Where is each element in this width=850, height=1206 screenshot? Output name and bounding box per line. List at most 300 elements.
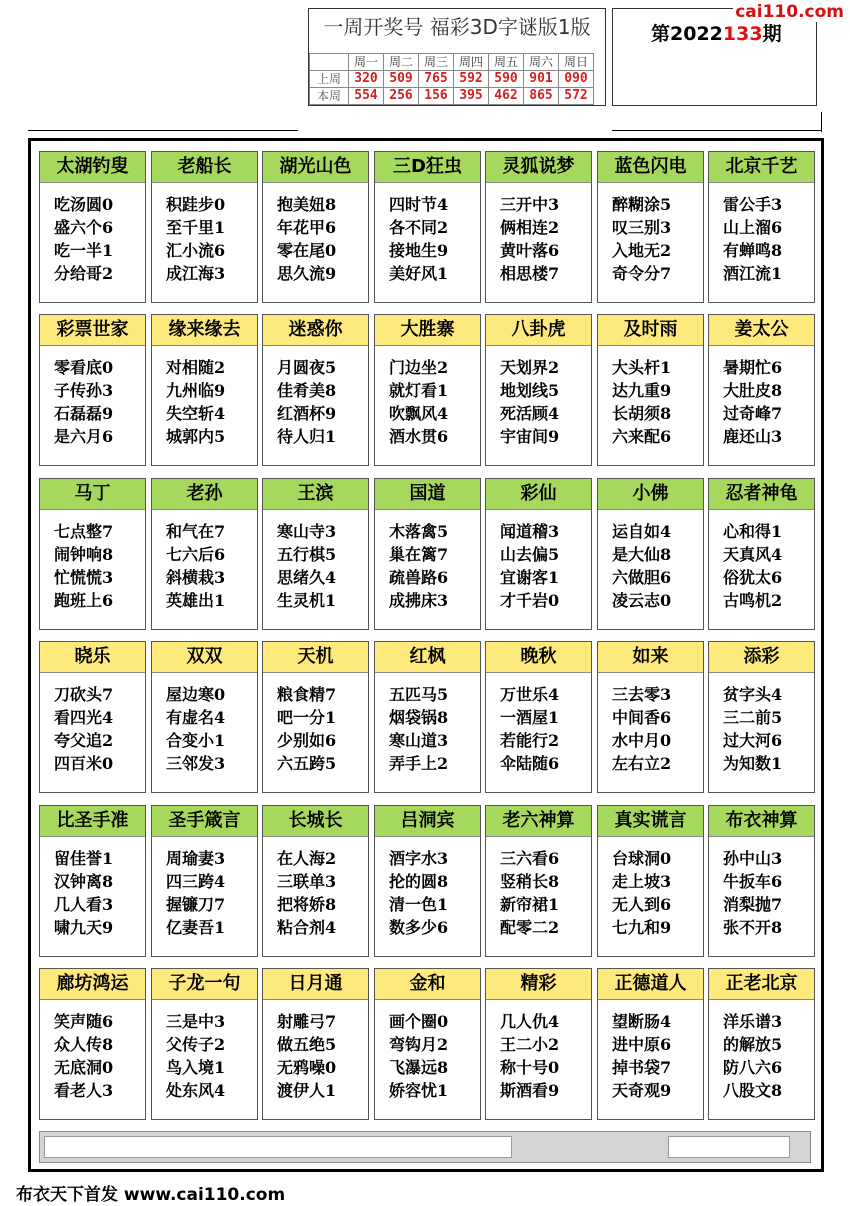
clue-line: 相思楼7 (500, 264, 560, 283)
cell-title: 如来 (598, 642, 703, 673)
draw-number: 901 (524, 71, 559, 88)
clue-line: 的解放5 (723, 1035, 783, 1054)
clue-line: 醉糊涂5 (612, 195, 672, 214)
cell-title: 晚秋 (486, 642, 591, 673)
cell-title: 子龙一句 (152, 969, 257, 1000)
clue-line: 留佳誉1 (54, 849, 114, 868)
clue-line: 配零二2 (500, 918, 560, 937)
cell-title: 廊坊鸿运 (40, 969, 145, 1000)
clue-line: 美好风1 (389, 264, 449, 283)
cell-title: 布衣神算 (709, 806, 814, 837)
clue-line: 生灵机1 (277, 591, 337, 610)
puzzle-cell (262, 805, 369, 957)
puzzle-cell (485, 151, 592, 303)
clue-line: 积跬步0 (166, 195, 226, 214)
cell-title: 小佛 (598, 479, 703, 510)
cell-title: 马丁 (40, 479, 145, 510)
draw-number: 395 (454, 88, 489, 105)
clue-line: 画个圈0 (389, 1012, 449, 1031)
cell-title: 真实谎言 (598, 806, 703, 837)
clue-line: 俩相连2 (500, 218, 560, 237)
clue-line: 地划线5 (500, 381, 560, 400)
clue-line: 王二小2 (500, 1035, 560, 1054)
clue-line: 弯钩月2 (389, 1035, 449, 1054)
clue-line: 零看底0 (54, 358, 114, 377)
clue-line: 走上坡3 (612, 872, 672, 891)
cell-body (486, 1000, 591, 1102)
cell-title: 大胜寨 (375, 315, 480, 346)
clue-line: 宜谢客1 (500, 568, 560, 587)
draw-number: 462 (489, 88, 524, 105)
clue-line: 六做胆6 (612, 568, 672, 587)
cell-title: 北京千艺 (709, 152, 814, 183)
clue-line: 吹飘风4 (389, 404, 449, 423)
clue-line: 至千里1 (166, 218, 226, 237)
clue-line: 父传子2 (166, 1035, 226, 1054)
cell-title: 忍者神龟 (709, 479, 814, 510)
clue-line: 门边坐2 (389, 358, 449, 377)
clue-line: 忙慌慌3 (54, 568, 114, 587)
clue-line: 有蝉鸣8 (723, 241, 783, 260)
cell-body (40, 510, 145, 612)
clue-line: 鹿还山3 (723, 427, 783, 446)
clue-line: 洋乐谱3 (723, 1012, 783, 1031)
puzzle-cell (151, 641, 258, 793)
clue-line: 台球洞0 (612, 849, 672, 868)
clue-line: 子传孙3 (54, 381, 114, 400)
clue-line: 思绪久4 (277, 568, 337, 587)
clue-line: 在人海2 (277, 849, 337, 868)
cell-body (709, 1000, 814, 1102)
cell-title: 国道 (375, 479, 480, 510)
clue-line: 中间香6 (612, 708, 672, 727)
clue-line: 佳肴美8 (277, 381, 337, 400)
cell-body (486, 183, 591, 285)
row-label: 上周 (310, 71, 349, 88)
clue-line: 七九和9 (612, 918, 672, 937)
puzzle-cell (597, 151, 704, 303)
draw-number: 765 (419, 71, 454, 88)
draw-number: 256 (384, 88, 419, 105)
cell-body (598, 346, 703, 448)
footer-box (668, 1136, 790, 1158)
cell-body (40, 183, 145, 285)
cell-body (152, 1000, 257, 1102)
clue-line: 三联单3 (277, 872, 337, 891)
clue-line: 处东风4 (166, 1081, 226, 1100)
cell-title: 红枫 (375, 642, 480, 673)
last-week-row (310, 71, 594, 88)
cell-body (598, 673, 703, 775)
cell-body (40, 1000, 145, 1102)
clue-line: 叹三别3 (612, 218, 672, 237)
clue-line: 石磊磊9 (54, 404, 114, 423)
draw-number: 865 (524, 88, 559, 105)
clue-line: 跑班上6 (54, 591, 114, 610)
footer-box (44, 1136, 512, 1158)
cell-title: 三D狂虫 (375, 152, 480, 183)
clue-line: 啸九天9 (54, 918, 114, 937)
bottom-text: 布衣天下首发 www.cai110.com (16, 1185, 286, 1205)
draw-number: 090 (559, 71, 594, 88)
clue-line: 三六看6 (500, 849, 560, 868)
cell-title: 灵狐说梦 (486, 152, 591, 183)
clue-line: 做五绝5 (277, 1035, 337, 1054)
clue-line: 达九重9 (612, 381, 672, 400)
cell-title: 正德道人 (598, 969, 703, 1000)
cell-title: 正老北京 (709, 969, 814, 1000)
clue-line: 是大仙8 (612, 545, 672, 564)
cell-body (152, 510, 257, 612)
cell-body (263, 183, 368, 285)
puzzle-cell (39, 478, 146, 630)
clue-line: 运自如4 (612, 522, 672, 541)
clue-line: 寒山道3 (389, 731, 449, 750)
clue-line: 抱美妞8 (277, 195, 337, 214)
clue-line: 才千岩0 (500, 591, 560, 610)
clue-line: 大头杆1 (612, 358, 672, 377)
cell-body (486, 346, 591, 448)
puzzle-cell (39, 805, 146, 957)
clue-line: 是六月6 (54, 427, 114, 446)
clue-line: 宇宙间9 (500, 427, 560, 446)
puzzle-cell (708, 805, 815, 957)
issue-number: 第2022133期 (651, 23, 782, 45)
weekday-label: 周六 (524, 54, 559, 71)
puzzle-cell (39, 641, 146, 793)
cell-body (263, 673, 368, 775)
cell-title: 太湖钓叟 (40, 152, 145, 183)
clue-line: 合变小1 (166, 731, 226, 750)
cell-title: 长城长 (263, 806, 368, 837)
cell-title: 添彩 (709, 642, 814, 673)
clue-line: 巢在篱7 (389, 545, 449, 564)
clue-line: 吃一半1 (54, 241, 114, 260)
clue-line: 四三跨4 (166, 872, 226, 891)
cell-body (598, 510, 703, 612)
draw-number: 592 (454, 71, 489, 88)
clue-line: 握镰刀7 (166, 895, 226, 914)
clue-line: 笑声随6 (54, 1012, 114, 1031)
clue-line: 屋边寒0 (166, 685, 226, 704)
clue-line: 城郭内5 (166, 427, 226, 446)
puzzle-cell (708, 641, 815, 793)
clue-line: 少别如6 (277, 731, 337, 750)
divider (821, 112, 822, 132)
clue-line: 吧一分1 (277, 708, 337, 727)
clue-line: 几人看3 (54, 895, 114, 914)
cell-title: 缘来缘去 (152, 315, 257, 346)
puzzle-cell (597, 314, 704, 466)
weekday-label: 周三 (419, 54, 454, 71)
cell-title: 老船长 (152, 152, 257, 183)
clue-line: 天真风4 (723, 545, 783, 564)
cell-title: 及时雨 (598, 315, 703, 346)
cell-title: 比圣手准 (40, 806, 145, 837)
clue-line: 无人到6 (612, 895, 672, 914)
clue-line: 牛扳车6 (723, 872, 783, 891)
clue-line: 万世乐4 (500, 685, 560, 704)
puzzle-cell (39, 968, 146, 1120)
cell-title: 精彩 (486, 969, 591, 1000)
clue-line: 失空斩4 (166, 404, 226, 423)
clue-line: 长胡须8 (612, 404, 672, 423)
clue-line: 成江海3 (166, 264, 226, 283)
cell-body (263, 510, 368, 612)
puzzle-cell (151, 151, 258, 303)
clue-line: 九州临9 (166, 381, 226, 400)
puzzle-cell (597, 478, 704, 630)
puzzle-cell (151, 968, 258, 1120)
clue-line: 凌云志0 (612, 591, 672, 610)
clue-line: 寒山寺3 (277, 522, 337, 541)
clue-line: 无鸦噪0 (277, 1058, 337, 1077)
clue-line: 娇容忧1 (389, 1081, 449, 1100)
cell-body (709, 673, 814, 775)
clue-line: 成拂床3 (389, 591, 449, 610)
puzzle-cell (374, 314, 481, 466)
clue-line: 英雄出1 (166, 591, 226, 610)
clue-line: 鸟入境1 (166, 1058, 226, 1077)
puzzle-cell (708, 478, 815, 630)
cell-title: 八卦虎 (486, 315, 591, 346)
cell-body (598, 837, 703, 939)
clue-line: 亿妻吾1 (166, 918, 226, 937)
clue-line: 雷公手3 (723, 195, 783, 214)
draw-results-table (309, 53, 594, 105)
clue-line: 六五跨5 (277, 754, 337, 773)
puzzle-cell (708, 151, 815, 303)
clue-line: 闹钟响8 (54, 545, 114, 564)
clue-line: 伞陆随6 (500, 754, 560, 773)
clue-line: 三二前5 (723, 708, 783, 727)
clue-line: 分给哥2 (54, 264, 114, 283)
draw-number: 320 (349, 71, 384, 88)
clue-line: 粮食精7 (277, 685, 337, 704)
clue-line: 三去零3 (612, 685, 672, 704)
clue-line: 闻道稽3 (500, 522, 560, 541)
clue-line: 贫字头4 (723, 685, 783, 704)
draw-number: 572 (559, 88, 594, 105)
cell-title: 晓乐 (40, 642, 145, 673)
clue-line: 木落禽5 (389, 522, 449, 541)
puzzle-cell (262, 968, 369, 1120)
cell-title: 湖光山色 (263, 152, 368, 183)
clue-line: 心和得1 (723, 522, 783, 541)
cell-body (375, 837, 480, 939)
clue-line: 黄叶落6 (500, 241, 560, 260)
clue-line: 防八六6 (723, 1058, 783, 1077)
clue-line: 对相随2 (166, 358, 226, 377)
footer-bar (39, 1131, 811, 1163)
cell-title: 日月通 (263, 969, 368, 1000)
clue-line: 斜横栽3 (166, 568, 226, 587)
cell-body (263, 1000, 368, 1102)
clue-line: 俗犹太6 (723, 568, 783, 587)
clue-line: 死活顾4 (500, 404, 560, 423)
clue-line: 酒水贯6 (389, 427, 449, 446)
draw-number: 509 (384, 71, 419, 88)
puzzle-cell (485, 641, 592, 793)
cell-title: 彩票世家 (40, 315, 145, 346)
puzzle-cell (151, 805, 258, 957)
cell-body (375, 510, 480, 612)
puzzle-cell (597, 641, 704, 793)
clue-line: 八股文8 (723, 1081, 783, 1100)
clue-line: 汇小流6 (166, 241, 226, 260)
draw-number: 590 (489, 71, 524, 88)
clue-line: 孙中山3 (723, 849, 783, 868)
cell-body (375, 1000, 480, 1102)
puzzle-cell (374, 968, 481, 1120)
cell-body (152, 183, 257, 285)
puzzle-cell (374, 805, 481, 957)
clue-line: 无底洞0 (54, 1058, 114, 1077)
cell-title: 彩仙 (486, 479, 591, 510)
clue-line: 五行棋5 (277, 545, 337, 564)
clue-line: 三开中3 (500, 195, 560, 214)
cell-title: 老六神算 (486, 806, 591, 837)
clue-line: 粘合剂4 (277, 918, 337, 937)
clue-line: 看四光4 (54, 708, 114, 727)
cell-body (152, 346, 257, 448)
clue-line: 过奇峰7 (723, 404, 783, 423)
puzzle-cell (485, 314, 592, 466)
cell-body (709, 346, 814, 448)
cell-body (263, 837, 368, 939)
clue-line: 汉钟离8 (54, 872, 114, 891)
puzzle-cell (262, 314, 369, 466)
puzzle-grid (28, 138, 824, 1172)
clue-line: 数多少6 (389, 918, 449, 937)
clue-line: 张不开8 (723, 918, 783, 937)
clue-line: 称十号0 (500, 1058, 560, 1077)
cell-body (709, 510, 814, 612)
puzzle-cell (262, 151, 369, 303)
clue-line: 疏兽路6 (389, 568, 449, 587)
draw-number: 554 (349, 88, 384, 105)
cell-title: 蓝色闪电 (598, 152, 703, 183)
clue-line: 就灯看1 (389, 381, 449, 400)
clue-line: 大肚皮8 (723, 381, 783, 400)
clue-line: 为知数1 (723, 754, 783, 773)
clue-line: 清一色1 (389, 895, 449, 914)
cell-title: 王滨 (263, 479, 368, 510)
cell-body (598, 1000, 703, 1102)
puzzle-cell (151, 478, 258, 630)
cell-body (375, 183, 480, 285)
cell-title: 吕洞宾 (375, 806, 480, 837)
clue-line: 弄手上2 (389, 754, 449, 773)
draw-number: 156 (419, 88, 454, 105)
weekday-label: 周四 (454, 54, 489, 71)
clue-line: 若能行2 (500, 731, 560, 750)
clue-line: 暑期忙6 (723, 358, 783, 377)
clue-line: 山去偏5 (500, 545, 560, 564)
clue-line: 吃汤圆0 (54, 195, 114, 214)
cell-body (152, 673, 257, 775)
cell-body (40, 346, 145, 448)
clue-line: 入地无2 (612, 241, 672, 260)
clue-line: 三是中3 (166, 1012, 226, 1031)
cell-title: 圣手箴言 (152, 806, 257, 837)
clue-line: 月圆夜5 (277, 358, 337, 377)
puzzle-cell (39, 151, 146, 303)
puzzle-cell (597, 968, 704, 1120)
cell-body (152, 837, 257, 939)
clue-line: 六来配6 (612, 427, 672, 446)
cell-body (40, 837, 145, 939)
puzzle-cell (597, 805, 704, 957)
clue-line: 盛六个6 (54, 218, 114, 237)
cell-body (486, 510, 591, 612)
clue-line: 红酒杯9 (277, 404, 337, 423)
cell-body (486, 837, 591, 939)
clue-line: 酒江流1 (723, 264, 783, 283)
cell-body (709, 183, 814, 285)
draw-results-title: 一周开奖号 福彩3D字谜版1版 (323, 15, 591, 39)
clue-line: 烟袋锅8 (389, 708, 449, 727)
clue-line: 过大河6 (723, 731, 783, 750)
cell-title: 金和 (375, 969, 480, 1000)
cell-title: 天机 (263, 642, 368, 673)
puzzle-cell (485, 805, 592, 957)
clue-line: 年花甲6 (277, 218, 337, 237)
clue-line: 七点整7 (54, 522, 114, 541)
row-label: 本周 (310, 88, 349, 105)
puzzle-cell (485, 968, 592, 1120)
cell-title: 迷惑你 (263, 315, 368, 346)
clue-line: 几人仇4 (500, 1012, 560, 1031)
clue-line: 抡的圆8 (389, 872, 449, 891)
clue-line: 五匹马5 (389, 685, 449, 704)
clue-line: 竖稍长8 (500, 872, 560, 891)
clue-line: 斯酒看9 (500, 1081, 560, 1100)
cell-body (598, 183, 703, 285)
cell-body (375, 346, 480, 448)
cell-body (375, 673, 480, 775)
puzzle-cell (485, 478, 592, 630)
clue-line: 四时节4 (389, 195, 449, 214)
clue-line: 奇令分7 (612, 264, 672, 283)
clue-line: 各不同2 (389, 218, 449, 237)
issue-panel (612, 8, 817, 106)
puzzle-cell (374, 478, 481, 630)
clue-line: 夸父追2 (54, 731, 114, 750)
draw-results-panel (308, 8, 606, 106)
clue-line: 七六后6 (166, 545, 226, 564)
cell-title: 姜太公 (709, 315, 814, 346)
cell-body (709, 837, 814, 939)
cell-title: 老孙 (152, 479, 257, 510)
clue-line: 山上溜6 (723, 218, 783, 237)
cell-body (40, 673, 145, 775)
clue-line: 把将娇8 (277, 895, 337, 914)
clue-line: 左右立2 (612, 754, 672, 773)
clue-line: 天划界2 (500, 358, 560, 377)
clue-line: 有虚名4 (166, 708, 226, 727)
site-tag: cai110.com (735, 2, 844, 22)
weekday-label: 周二 (384, 54, 419, 71)
divider (28, 130, 298, 131)
puzzle-cell (262, 641, 369, 793)
clue-line: 思久流9 (277, 264, 337, 283)
weekday-label: 周一 (349, 54, 384, 71)
clue-line: 进中原6 (612, 1035, 672, 1054)
cell-body (486, 673, 591, 775)
weekday-row (310, 54, 594, 71)
clue-line: 掉书袋7 (612, 1058, 672, 1077)
